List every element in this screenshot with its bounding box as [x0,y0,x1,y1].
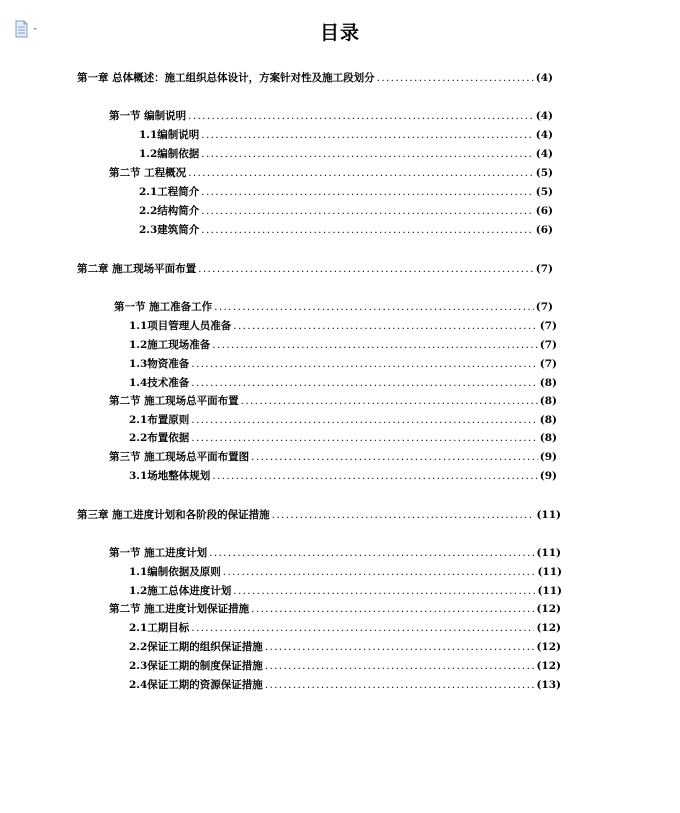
toc-section-2-2[interactable]: 第二节 施工现场总平面布置 . . . (8) [109,393,557,411]
toc-item-2-1-4[interactable]: 1.4技术准备 . . . (8) [129,375,557,393]
toc-item-1-2-1[interactable]: 2.1工程简介 . . . (5) [139,184,553,202]
toc-item-2-3-1[interactable]: 3.1场地整体规划 . . . (9) [129,468,557,486]
toc-item-3-2-1[interactable]: 2.1工期目标 . . . (12) [129,620,561,638]
toc-item-3-1-2[interactable]: 1.2施工总体进度计划 . . . (11) [129,583,562,601]
toc-item-2-1-3[interactable]: 1.3物资准备 . . . (7) [129,356,557,374]
toc-section-1-2[interactable]: 第二节 工程概况 . . . (5) [109,165,553,183]
toc-section-2-3[interactable]: 第三节 施工现场总平面布置图 . . . (9) [109,449,557,467]
toc-section-3-1[interactable]: 第一节 施工进度计划 . . . (11) [109,545,561,563]
toc-chapter-3[interactable]: 第三章 施工进度计划和各阶段的保证措施 . . . (11) [77,507,561,525]
toc-item-2-1-2[interactable]: 1.2施工现场准备 . . . (7) [129,337,557,355]
toc-item-2-1-1[interactable]: 1.1项目管理人员准备 . . . (7) [129,318,557,336]
toc-item-2-2-2[interactable]: 2.2布置依据 . . . (8) [129,430,557,448]
toc-item-1-1-1[interactable]: 1.1编制说明 . . . (4) [139,127,553,145]
toc-chapter-1[interactable]: 第一章 总体概述：施工组织总体设计，方案针对性及施工段划分 . . . (4) [77,70,553,88]
toc-section-1-1[interactable]: 第一节 编制说明 . . . (4) [109,108,553,126]
toc-item-3-2-4[interactable]: 2.4保证工期的资源保证措施 . . . (13) [129,677,561,695]
toc-chapter-2[interactable]: 第二章 施工现场平面布置 . . . (7) [77,261,553,279]
toc-section-2-1[interactable]: 第一节 施工准备工作 . . . (7) [114,299,553,317]
toc-item-3-1-1[interactable]: 1.1编制依据及原则 . . . (11) [129,564,562,582]
toc-section-3-2[interactable]: 第二节 施工进度计划保证措施 . . . (12) [109,601,561,619]
toc-item-2-2-1[interactable]: 2.1布置原则 . . . (8) [129,412,557,430]
page-title: 目录 [319,22,360,44]
toc-item-3-2-2[interactable]: 2.2保证工期的组织保证措施 . . . (12) [129,639,561,657]
toc-item-1-1-2[interactable]: 1.2编制依据 . . . (4) [139,146,553,164]
toc-item-1-2-2[interactable]: 2.2结构简介 . . . (6) [139,203,553,221]
toc-item-1-2-3[interactable]: 2.3建筑简介 . . . (6) [139,222,553,240]
toc-item-3-2-3[interactable]: 2.3保证工期的制度保证措施 . . . (12) [129,658,561,676]
